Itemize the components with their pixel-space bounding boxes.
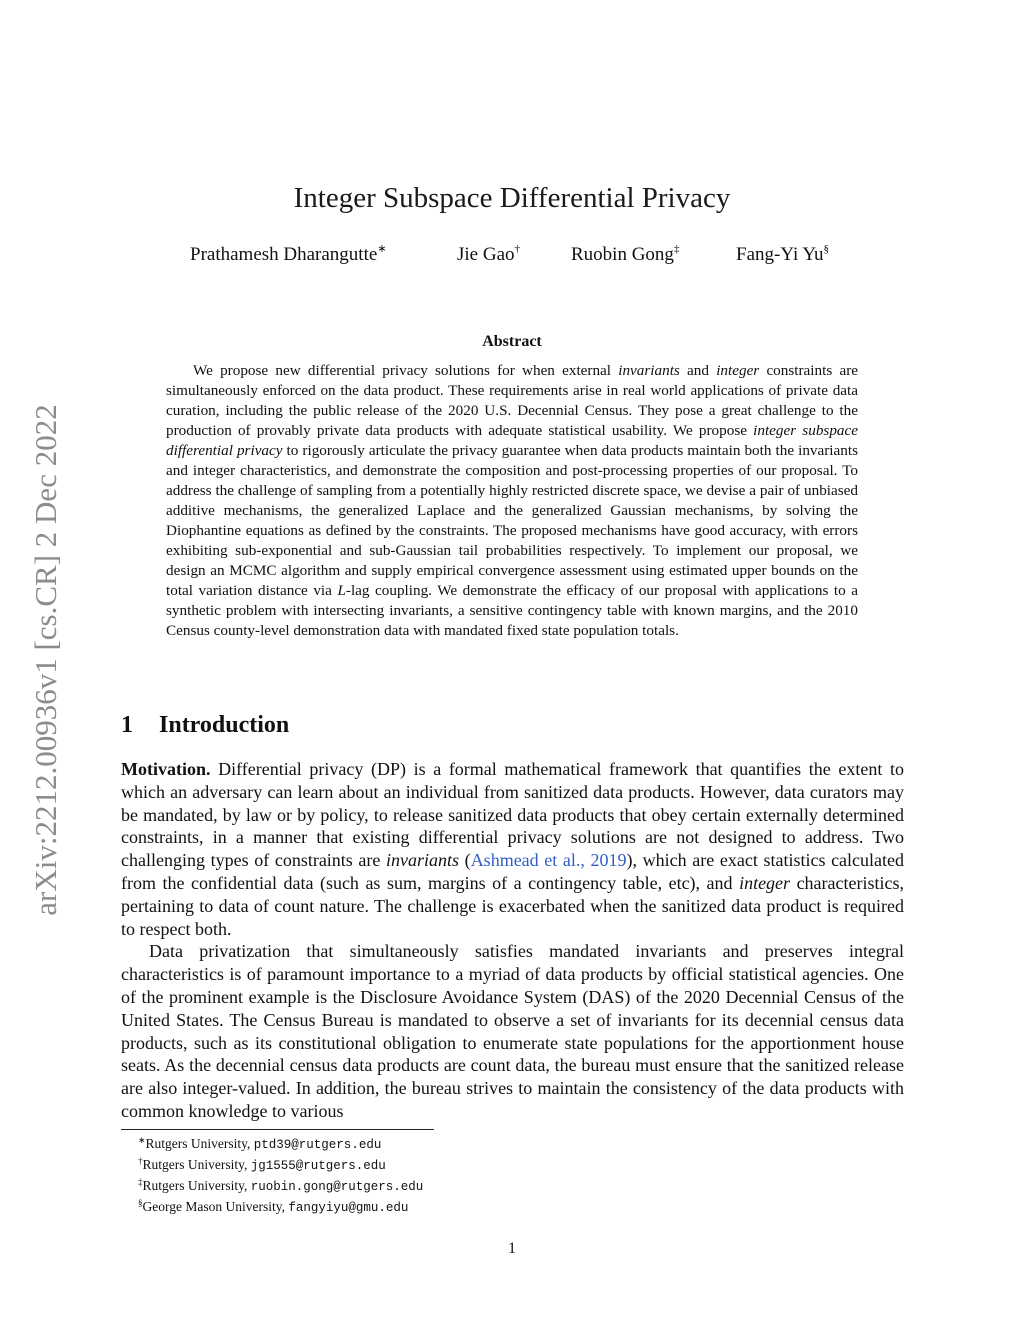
paper-title: Integer Subspace Differential Privacy	[293, 182, 731, 214]
author-name: Jie Gao	[457, 244, 515, 265]
footnote	[138, 1176, 738, 1197]
author-name: Fang-Yi Yu	[736, 244, 824, 265]
abstract-emphasis: invariants	[618, 362, 680, 379]
footnote-affiliation: Rutgers University,	[142, 1178, 251, 1193]
footnote-email[interactable]: ruobin.gong@rutgers.edu	[250, 1180, 424, 1194]
abstract-emphasis: integer subspace differential privacy	[166, 422, 858, 459]
paragraph: Data privatization that simultaneously satisfies mandated invariants and preserves integral characteristics is of paramount importance to a myriad of data products by official statistical agencies. One of the prominent example is the Disclosure Avoidance System (DAS) of the 2020 Decennial Census of the United States. The Census Bureau is mandated to observe a set of invariants for its decennial census data products, such as its constitutional obligation to enumerate state populations for the apportionment house seats. As the decennial census data products are count data, the bureau must ensure that the sanitized release are also integer-valued. In addition, the bureau strives to maintain the consistency of the data products with common knowledge to various	[121, 941, 904, 1121]
author-name: Ruobin Gong	[571, 244, 674, 265]
paragraph	[121, 758, 904, 940]
abstract-text: constraints are simultaneously enforced on the data product. These requirements arise in real world applications of private data curation, including the public release of the 2020 U.S. Decennial Census. They pose a great challenge to the production of provably private data products with adequate statistical usability. We propose	[166, 362, 858, 439]
abstract-emphasis: L	[337, 582, 346, 599]
footnote-mark: ∗	[138, 1135, 146, 1145]
author-mark: ∗	[377, 243, 387, 255]
page-number: 1	[508, 1240, 516, 1257]
abstract-text: and	[679, 362, 717, 379]
paragraph-text: characteristics, pertaining to data of count nature. The challenge is exacerbated when the sanitized data product is required to respect both.	[121, 872, 905, 939]
footnote-affiliation: Rutgers University,	[142, 1157, 251, 1172]
author-mark: §	[823, 243, 829, 255]
abstract-text: We propose new differential privacy solutions for when external	[193, 362, 619, 379]
author-mark: ‡	[673, 243, 680, 255]
footnote-affiliation: George Mason University,	[142, 1199, 289, 1214]
paragraph-text: (	[459, 850, 471, 871]
abstract-text: to rigorously articulate the privacy guarantee when data products maintain both the invariants and integer characteristics, and demonstrate the composition and post-processing properties of our proposal. To address the challenge of sampling from a potentially highly restricted discrete space, we devise a pair of unbiased additive mechanisms, the generalized Laplace and the generalized Gaussian mechanisms, by solving the Diophantine equations as defined by the constraints. The proposed mechanisms have good accuracy, with errors exhibiting sub-exponential and sub-Gaussian tail probabilities respectively. To implement our proposal, we design an MCMC algorithm and supply empirical convergence assessment using estimated upper bounds on the total variation distance via	[166, 442, 858, 599]
paragraph-emphasis: integer	[739, 872, 791, 893]
footnote-email[interactable]: ptd39@rutgers.edu	[253, 1138, 382, 1152]
abstract-text: -lag coupling. We demonstrate the efficacy of our proposal with applications to a synthetic problem with intersecting invariants, a sensitive contingency table with known margins, and the 2010 Census county-level demonstration data with mandated fixed state population totals.	[166, 582, 858, 639]
footnote-email[interactable]: fangyiyu@gmu.edu	[288, 1201, 409, 1215]
section-heading	[121, 712, 521, 739]
footnote	[138, 1197, 738, 1218]
footnote-divider	[121, 1129, 434, 1130]
paragraph-text: Differential privacy (DP) is a formal mathematical framework that quantifies the extent to which an adversary can learn about an individual from sanitized data products. However, data curators may be mandated, by law or by policy, to release sanitized data products that obey certain externally determined constraints, in a manner that existing differential privacy solutions are not designed to address. Two challenging types of constraints are	[121, 759, 904, 871]
section-number: 1	[121, 712, 133, 738]
footnote-mark: ‡	[138, 1177, 143, 1187]
citation-link[interactable]: Ashmead et al., 2019	[470, 850, 627, 871]
author-3	[571, 244, 679, 266]
abstract-heading: Abstract	[482, 333, 542, 350]
abstract-emphasis: integer	[716, 362, 760, 379]
section-title: Introduction	[159, 712, 290, 738]
author-4	[736, 244, 829, 266]
author-2	[457, 244, 520, 266]
abstract-body	[166, 361, 858, 641]
author-list	[190, 244, 850, 272]
paragraph-lead: Motivation.	[121, 759, 211, 779]
arxiv-identifier-stamp: arXiv:2212.00936v1 [cs.CR] 2 Dec 2022	[28, 404, 63, 916]
author-1	[190, 244, 387, 266]
footnote-mark: §	[138, 1198, 143, 1208]
footnote	[138, 1155, 738, 1176]
author-name: Prathamesh Dharangutte	[190, 244, 378, 265]
paragraph-emphasis: invariants	[386, 850, 460, 871]
footnote-email[interactable]: jg1555@rutgers.edu	[250, 1159, 386, 1173]
author-mark: †	[514, 243, 521, 255]
footnote	[138, 1134, 738, 1155]
paragraph-text: ), which are exact statistics calculated from the confidential data (such as sum, margins of a contingency table, etc), and	[121, 850, 905, 893]
footnotes	[138, 1134, 738, 1218]
footnote-affiliation: Rutgers University,	[145, 1136, 254, 1151]
footnote-mark: †	[138, 1156, 143, 1166]
body-text	[121, 758, 904, 1123]
